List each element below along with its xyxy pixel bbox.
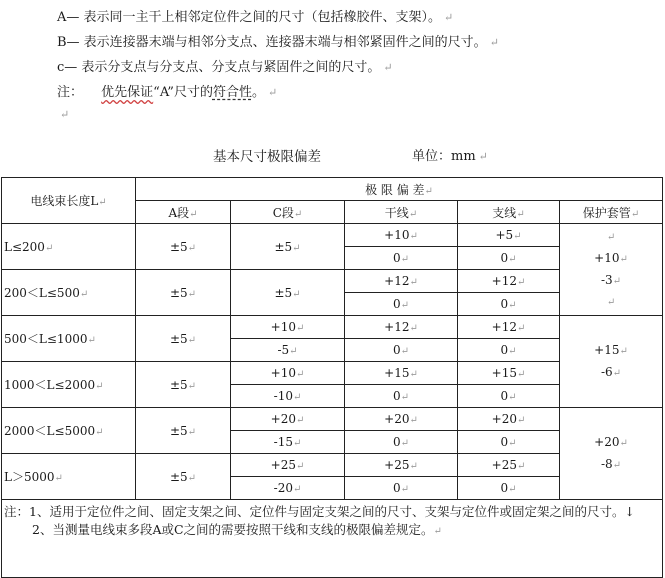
cell-c-low: -15↵ (231, 431, 345, 454)
cell-a: ±5↵ (136, 270, 231, 316)
table-unit-text: 单位：mm (412, 149, 476, 164)
cell-branch-up: +15↵ (458, 362, 560, 385)
cell-c-low: -20↵ (231, 477, 345, 500)
cell-c-up: +10↵ (231, 316, 345, 339)
cell-branch-low: 0↵ (458, 385, 560, 408)
cell-branch-up: +25↵ (458, 454, 560, 477)
note-text-a: 优先保证 (101, 85, 154, 100)
cell-main-up: +20↵ (345, 408, 458, 431)
cell-main-low: 0↵ (345, 247, 458, 270)
note-text-c: 符合性 (212, 85, 252, 100)
table-row-length: 200＜L≤500↵ (2, 270, 136, 316)
definition-c-text: c— 表示分支点与分支点、分支点与紧固件之间的尺寸。 (57, 60, 381, 75)
cell-branch-up: +12↵ (458, 316, 560, 339)
header-col-branch: 支线↵ (458, 201, 560, 224)
table-notes (2, 500, 663, 578)
table-title (213, 145, 321, 165)
cell-a: ±5↵ (136, 224, 231, 270)
paragraph-mark: ↵ (383, 61, 393, 74)
definition-a (57, 6, 453, 25)
note-text-d: 。 (251, 85, 265, 100)
cell-main-low: 0↵ (345, 385, 458, 408)
note-prefix: 注： (57, 85, 84, 100)
header-col-a: A段↵ (136, 201, 231, 224)
cell-c: ±5↵ (231, 224, 345, 270)
cell-branch-low: 0↵ (458, 247, 560, 270)
paragraph-mark: ↵ (478, 150, 488, 163)
cell-a: ±5↵ (136, 316, 231, 362)
cell-sleeve: ↵ +10↵ -3↵ ↵ (560, 224, 663, 316)
cell-sleeve: +20↵ -8↵ (560, 408, 663, 500)
cell-main-up: +10↵ (345, 224, 458, 247)
cell-c-low: -10↵ (231, 385, 345, 408)
definition-b-text: B— 表示连接器末端与相邻分支点、连接器末端与相邻紧固件之间的尺寸。 (57, 35, 487, 50)
paragraph-mark: ↵ (489, 36, 499, 49)
header-col-main: 干线↵ (345, 201, 458, 224)
definition-a-text: A— 表示同一主干上相邻定位件之间的尺寸（包括橡胶件、支架）。 (57, 10, 442, 25)
table-row-length: 500＜L≤1000↵ (2, 316, 136, 362)
table-unit (412, 145, 488, 164)
empty-paragraph (57, 107, 69, 122)
cell-c: ±5↵ (231, 270, 345, 316)
cell-branch-low: 0↵ (458, 293, 560, 316)
cell-branch-low: 0↵ (458, 477, 560, 500)
header-col-sleeve: 保护套管↵ (560, 201, 663, 224)
cell-c-up: +10↵ (231, 362, 345, 385)
header-group: 极 限 偏 差↵ (136, 178, 663, 201)
cell-main-low: 0↵ (345, 339, 458, 362)
cell-sleeve: +15↵ -6↵ (560, 316, 663, 408)
header-length: 电线束长度L↵ (2, 178, 136, 224)
cell-main-up: +12↵ (345, 270, 458, 293)
definition-b (57, 31, 499, 50)
note-2: 2、当测量电线束多段A或C之间的需要按照干线和支线的极限偏差规定。↵ (32, 522, 442, 537)
cell-a: ±5↵ (136, 454, 231, 500)
paragraph-mark: ↵ (444, 11, 454, 24)
cell-main-up: +15↵ (345, 362, 458, 385)
table-row-length: L＞5000↵ (2, 454, 136, 500)
cell-main-up: +12↵ (345, 316, 458, 339)
cell-c-up: +20↵ (231, 408, 345, 431)
table-row-length: L≤200↵ (2, 224, 136, 270)
definition-c (57, 56, 393, 75)
table-row-length: 2000＜L≤5000↵ (2, 408, 136, 454)
note-1: 注：1、适用于定位件之间、固定支架之间、定位件与固定支架之间的尺寸、支架与定位件或固定架之间的尺寸。↓ (4, 504, 635, 519)
cell-branch-low: 0↵ (458, 339, 560, 362)
cell-main-low: 0↵ (345, 431, 458, 454)
cell-branch-up: +20↵ (458, 408, 560, 431)
cell-main-low: 0↵ (345, 293, 458, 316)
table-title-text: 基本尺寸极限偏差 (213, 149, 321, 165)
tolerance-table (1, 177, 663, 578)
cell-main-up: +25↵ (345, 454, 458, 477)
table-row-length: 1000＜L≤2000↵ (2, 362, 136, 408)
cell-c-low: -5↵ (231, 339, 345, 362)
note-line (57, 81, 277, 100)
cell-main-low: 0↵ (345, 477, 458, 500)
note-text-b: “A”尺寸的 (153, 85, 213, 100)
cell-a: ±5↵ (136, 362, 231, 408)
cell-c-up: +25↵ (231, 454, 345, 477)
cell-branch-up: +5↵ (458, 224, 560, 247)
cell-branch-up: +12↵ (458, 270, 560, 293)
header-col-c: C段↵ (231, 201, 345, 224)
paragraph-mark: ↵ (60, 108, 70, 121)
cell-a: ±5↵ (136, 408, 231, 454)
paragraph-mark: ↵ (267, 86, 278, 99)
cell-branch-low: 0↵ (458, 431, 560, 454)
